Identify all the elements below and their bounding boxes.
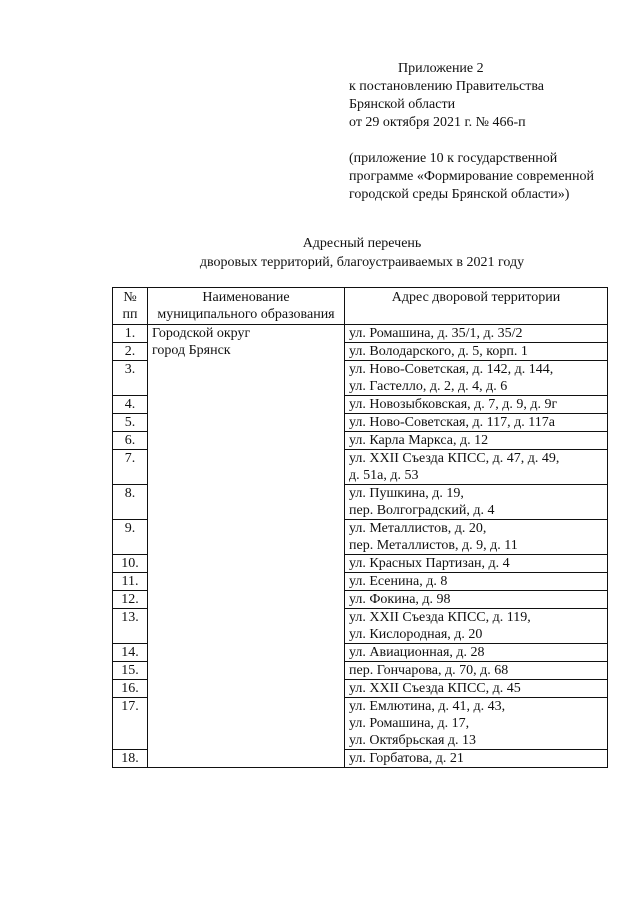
address-line: ул. Пушкина, д. 19, [349, 486, 464, 501]
header-municipality-line: муниципального образования [157, 307, 335, 322]
address-cell [345, 485, 608, 520]
address-line: ул. Авиационная, д. 28 [349, 645, 485, 660]
address-line: ул. Ромашина, д. 35/1, д. 35/2 [349, 326, 523, 341]
title-line-1: Адресный перечень [302, 236, 422, 251]
title-line-2: дворовых территорий, благоустраиваемых в 2021 году [199, 255, 525, 270]
row-number: 13. [113, 609, 148, 644]
header-municipality [148, 288, 345, 325]
address-cell [345, 644, 608, 662]
address-line: ул. Горбатова, д. 21 [349, 751, 464, 766]
row-number: 4. [113, 396, 148, 414]
municipality-line: Городской округ [152, 326, 251, 341]
address-cell [345, 591, 608, 609]
address-table [112, 287, 608, 768]
row-number: 2. [113, 343, 148, 361]
address-cell [345, 432, 608, 450]
header-number [113, 288, 148, 325]
row-number: 5. [113, 414, 148, 432]
address-cell [345, 450, 608, 485]
address-line: ул. Гастелло, д. 2, д. 4, д. 6 [349, 379, 508, 394]
table-row [113, 325, 608, 343]
header-address-line: Адрес дворовой территории [391, 290, 561, 305]
row-number: 10. [113, 555, 148, 573]
address-cell [345, 343, 608, 361]
header-municipality-line: Наименование [202, 290, 290, 305]
appendix-note-line: (приложение 10 к государственной [349, 151, 558, 166]
municipality-line: город Брянск [152, 343, 231, 358]
row-number: 6. [113, 432, 148, 450]
row-number: 1. [113, 325, 148, 343]
address-line: ул. Ново-Советская, д. 117, д. 117а [349, 415, 555, 430]
address-cell [345, 573, 608, 591]
address-cell [345, 555, 608, 573]
address-cell [345, 520, 608, 555]
row-number: 17. [113, 698, 148, 750]
row-number: 18. [113, 750, 148, 768]
appendix-note-line: городской среды Брянской области») [349, 187, 570, 202]
appendix-title: Приложение 2 [398, 61, 484, 76]
address-cell [345, 325, 608, 343]
address-line: ул. Металлистов, д. 20, [349, 521, 487, 536]
address-cell [345, 698, 608, 750]
municipality-cell [148, 325, 345, 768]
appendix-line: Брянской области [349, 97, 456, 112]
address-line: ул. Ново-Советская, д. 142, д. 144, [349, 362, 554, 377]
address-line: пер. Гончарова, д. 70, д. 68 [349, 663, 509, 678]
appendix-block [349, 60, 594, 204]
address-line: ул. Володарского, д. 5, корп. 1 [349, 344, 528, 359]
address-line: пер. Металлистов, д. 9, д. 11 [349, 538, 518, 553]
address-line: ул. Есенина, д. 8 [349, 574, 448, 589]
address-cell [345, 396, 608, 414]
appendix-line: к постановлению Правительства [349, 79, 545, 94]
header-number-line: пп [122, 307, 138, 322]
address-cell [345, 609, 608, 644]
address-line: ул. Карла Маркса, д. 12 [349, 433, 489, 448]
header-address [345, 288, 608, 325]
address-cell [345, 662, 608, 680]
row-number: 16. [113, 680, 148, 698]
row-number: 9. [113, 520, 148, 555]
address-line: ул. Емлютина, д. 41, д. 43, [349, 699, 506, 714]
row-number: 15. [113, 662, 148, 680]
address-line: ул. Новозыбковская, д. 7, д. 9, д. 9г [349, 397, 558, 412]
row-number: 3. [113, 361, 148, 396]
address-line: ул. Красных Партизан, д. 4 [349, 556, 510, 571]
address-line: д. 51а, д. 53 [349, 468, 419, 483]
address-cell [345, 750, 608, 768]
address-line: ул. Ромашина, д. 17, [349, 716, 470, 731]
address-line: ул. XXII Съезда КПСС, д. 45 [349, 681, 521, 696]
document-title [112, 234, 612, 272]
address-line: ул. XXII Съезда КПСС, д. 119, [349, 610, 531, 625]
row-number: 8. [113, 485, 148, 520]
address-cell [345, 361, 608, 396]
row-number: 7. [113, 450, 148, 485]
address-cell [345, 680, 608, 698]
row-number: 11. [113, 573, 148, 591]
row-number: 12. [113, 591, 148, 609]
address-cell [345, 414, 608, 432]
address-line: ул. Фокина, д. 98 [349, 592, 451, 607]
address-line: ул. Октябрьская д. 13 [349, 733, 477, 748]
appendix-date-line: от 29 октября 2021 г. № 466-п [349, 115, 526, 130]
address-line: ул. XXII Съезда КПСС, д. 47, д. 49, [349, 451, 560, 466]
table-header-row [113, 288, 608, 325]
table-body [113, 325, 608, 768]
header-number-line: № [123, 290, 137, 305]
address-line: пер. Волгоградский, д. 4 [349, 503, 495, 518]
row-number: 14. [113, 644, 148, 662]
address-line: ул. Кислородная, д. 20 [349, 627, 483, 642]
appendix-note-line: программе «Формирование современной [349, 169, 595, 184]
